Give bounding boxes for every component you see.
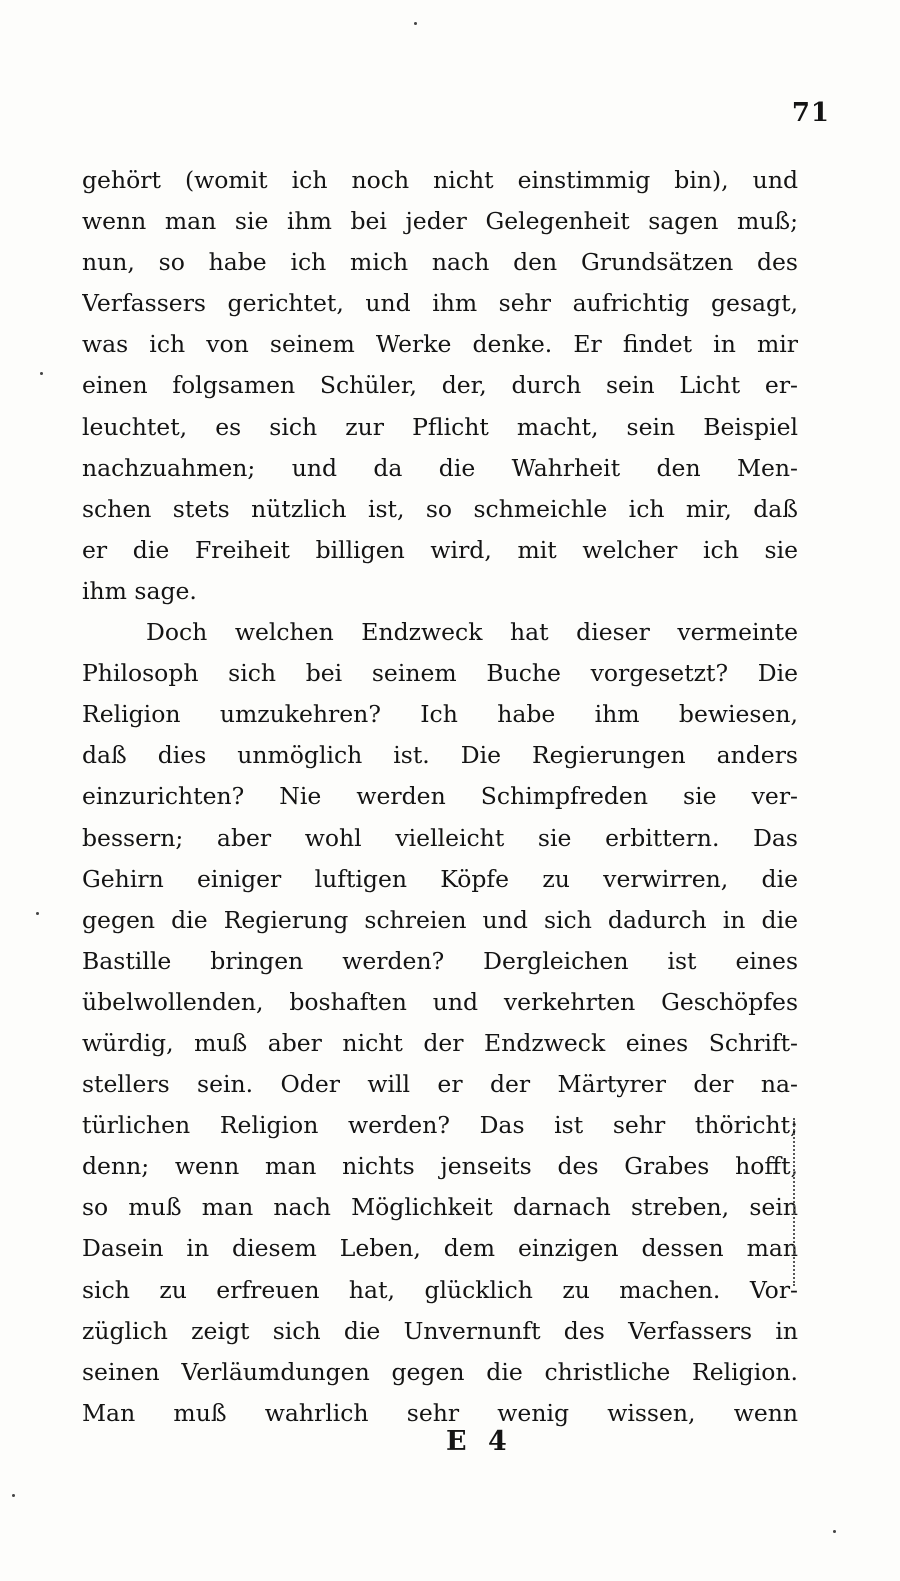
paper-speck — [833, 1530, 836, 1533]
text-line: er die Freiheit billigen wird, mit welcher ich sie — [82, 535, 798, 564]
text-line: sich zu erfreuen hat, glücklich zu machen. Vor- — [82, 1275, 798, 1304]
text-line: wenn man sie ihm bei jeder Gelegenheit sagen muß; — [82, 207, 798, 236]
margin-mark — [793, 1118, 799, 1286]
body-text — [82, 160, 798, 1434]
text-line: züglich zeigt sich die Unvernunft des Verfassers in — [82, 1316, 798, 1345]
text-line: so muß man nach Möglichkeit darnach streben, sein — [82, 1193, 798, 1222]
text-line: Bastille bringen werden? Dergleichen ist eines — [82, 946, 798, 975]
paper-speck — [12, 1494, 15, 1497]
paper-speck — [36, 912, 39, 915]
text-line: Religion umzukehren? Ich habe ihm bewiesen, — [82, 700, 798, 729]
text-line: Philosoph sich bei seinem Buche vorgesetzt? Die — [82, 659, 798, 688]
text-line: Gehirn einiger luftigen Köpfe zu verwirren, die — [82, 864, 798, 893]
text-line: daß dies unmöglich ist. Die Regierungen anders — [82, 741, 798, 770]
text-line: gehört (womit ich noch nicht einstimmig bin), und — [82, 166, 798, 194]
text-line: leuchtet, es sich zur Pflicht macht, sein Beispiel — [82, 412, 798, 441]
text-line: Verfassers gerichtet, und ihm sehr aufrichtig gesagt, — [82, 289, 798, 318]
text-line: was ich von seinem Werke denke. Er findet in mir — [82, 330, 798, 359]
text-line: denn; wenn man nichts jenseits des Grabes hofft, — [82, 1152, 798, 1181]
page-number: 71 — [791, 98, 830, 128]
text-line: nachzuahmen; und da die Wahrheit den Men- — [82, 453, 798, 482]
text-line: Doch welchen Endzweck hat dieser vermeinte — [146, 618, 798, 647]
text-line: würdig, muß aber nicht der Endzweck eines Schrift- — [82, 1028, 798, 1057]
text-line: Dasein in diesem Leben, dem einzigen dessen man — [82, 1234, 798, 1263]
paper-speck — [40, 372, 43, 375]
text-line: übelwollenden, boshaften und verkehrten Geschöpfes — [82, 987, 798, 1016]
text-line: Man muß wahrlich sehr wenig wissen, wenn — [82, 1398, 798, 1427]
text-line: einzurichten? Nie werden Schimpfreden sie ver- — [82, 782, 798, 811]
paper-speck — [414, 22, 417, 25]
text-line: nun, so habe ich mich nach den Grundsätzen des — [82, 248, 798, 277]
text-line: türlichen Religion werden? Das ist sehr thöricht; — [82, 1111, 798, 1140]
text-line: bessern; aber wohl vielleicht sie erbittern. Das — [82, 823, 798, 852]
text-line: stellers sein. Oder will er der Märtyrer der na- — [82, 1070, 798, 1099]
text-line: einen folgsamen Schüler, der, durch sein Licht er- — [82, 371, 798, 400]
signature-mark: E 4 — [446, 1426, 513, 1457]
text-line: schen stets nützlich ist, so schmeichle ich mir, daß — [82, 494, 798, 523]
text-line: ihm sage. — [82, 576, 197, 605]
text-line: gegen die Regierung schreien und sich dadurch in die — [82, 905, 798, 934]
text-line: seinen Verläumdungen gegen die christliche Religion. — [82, 1357, 798, 1386]
